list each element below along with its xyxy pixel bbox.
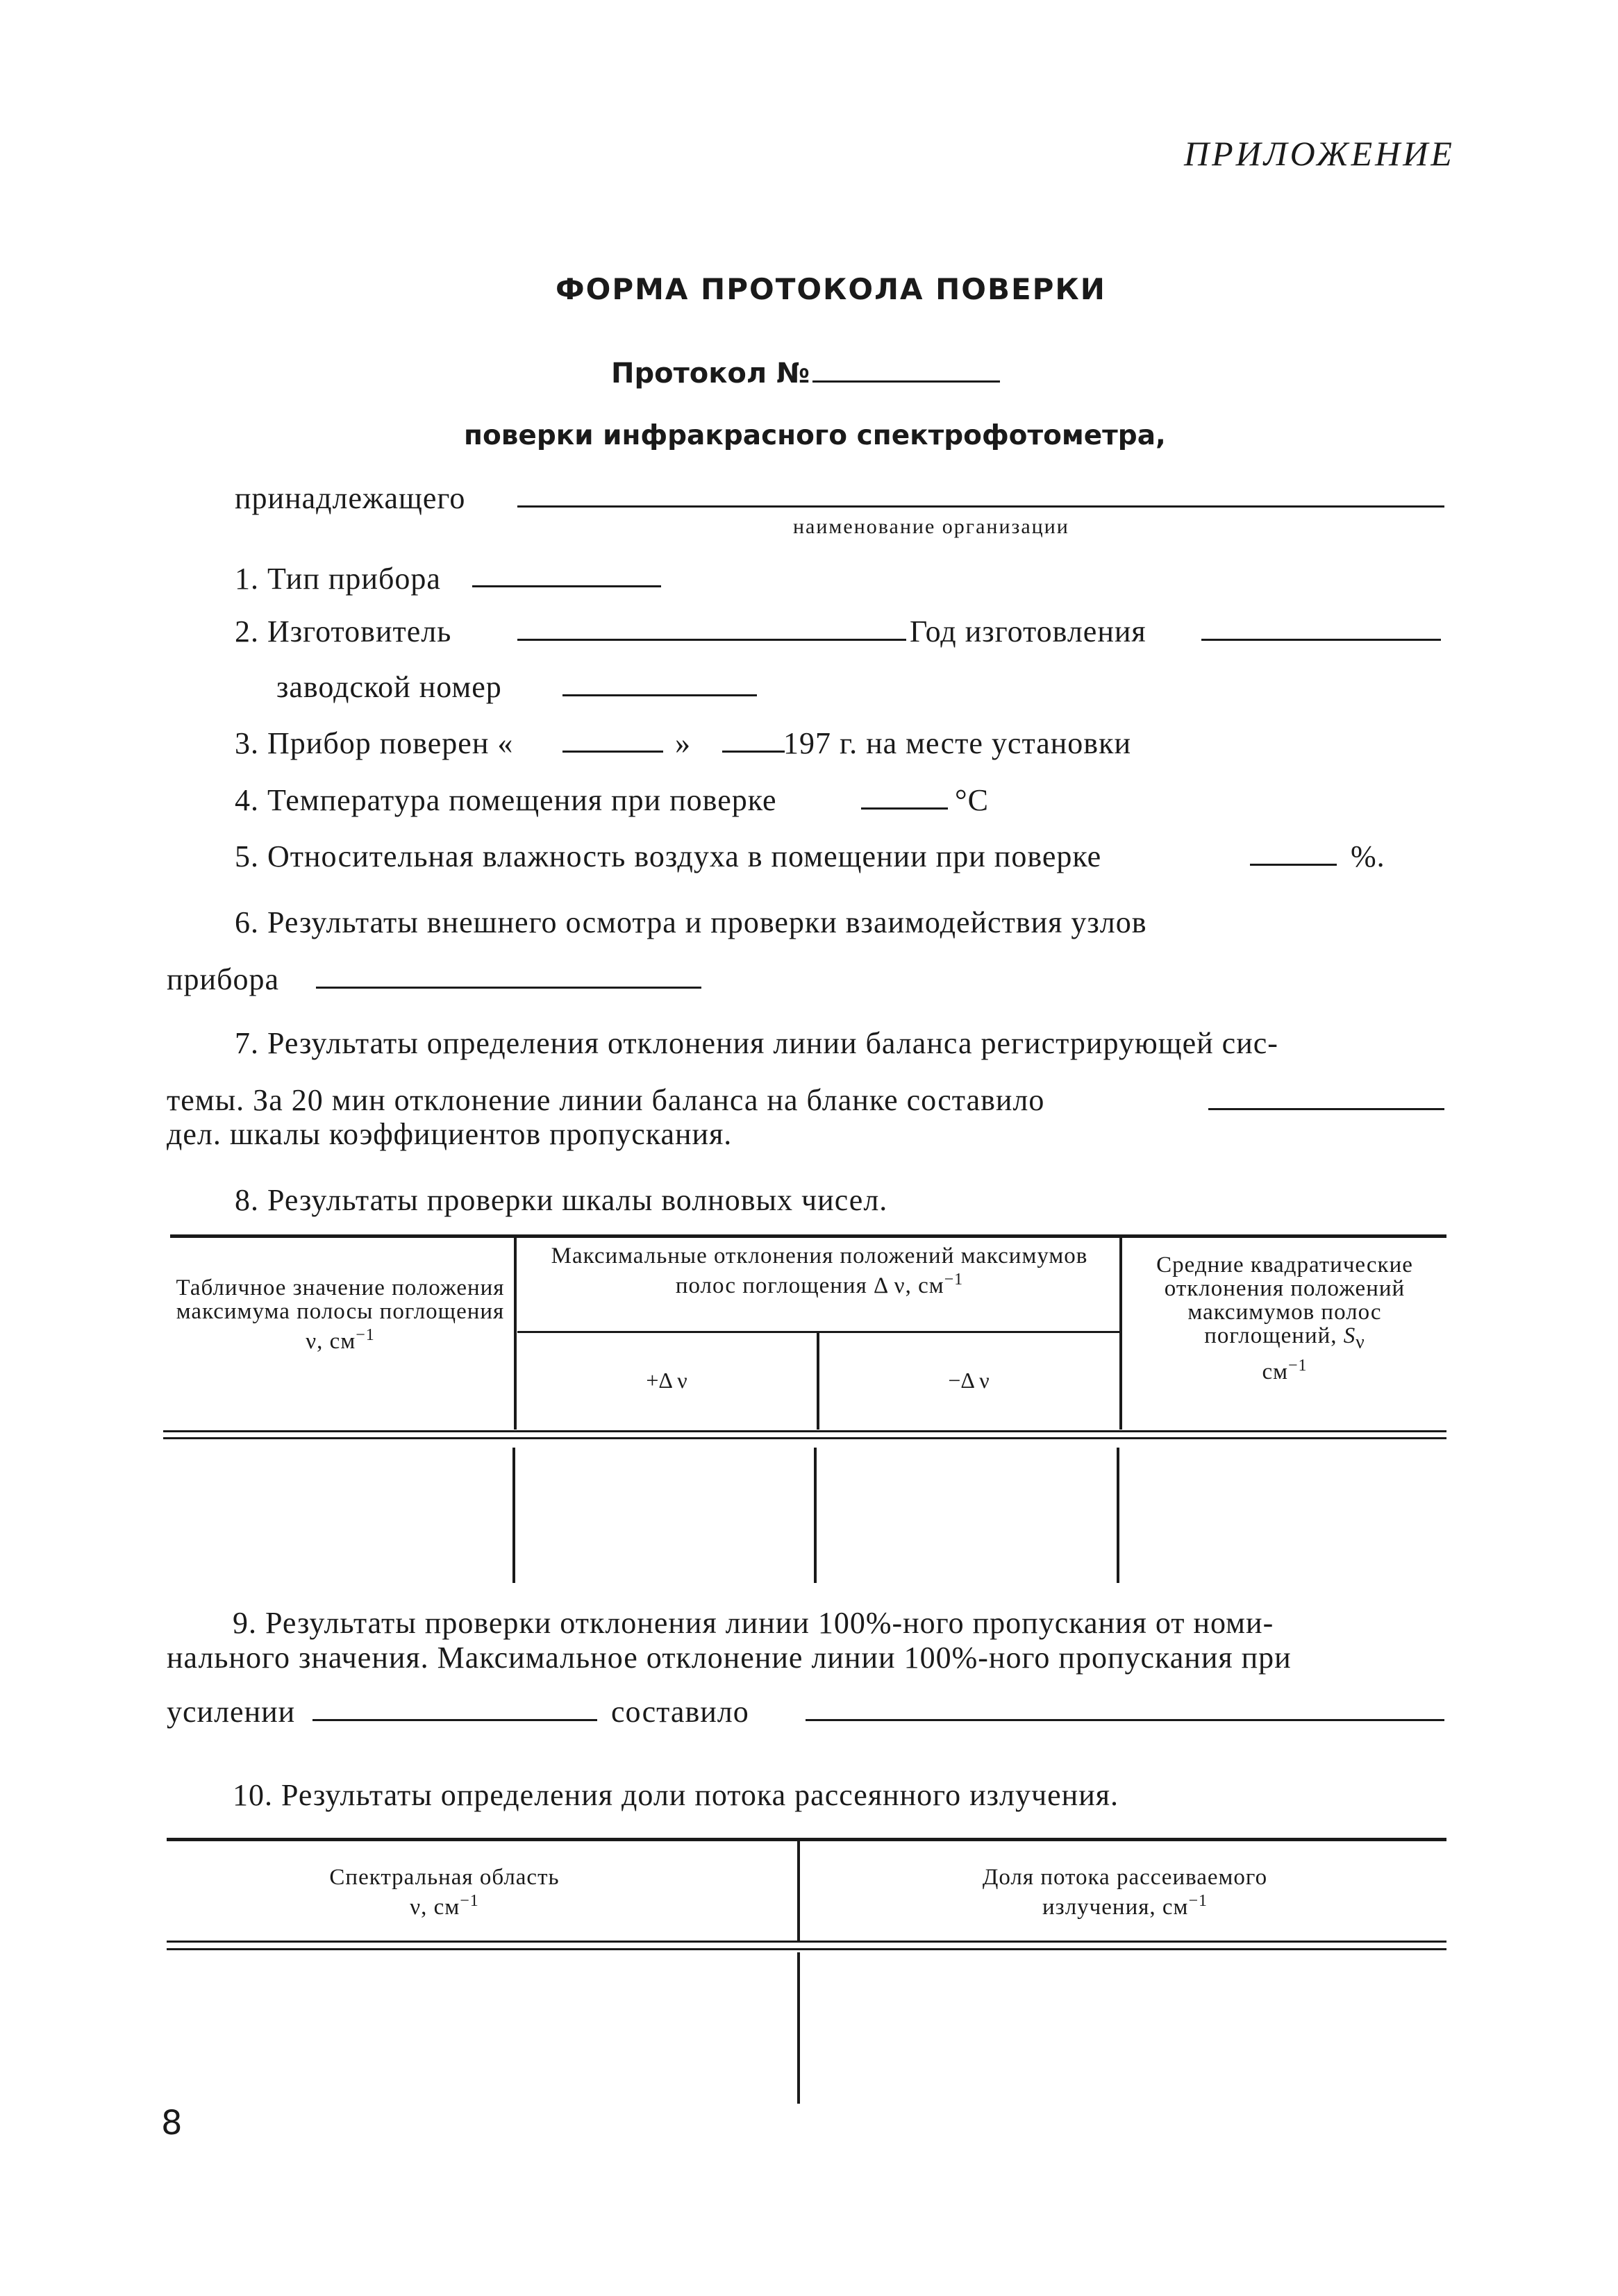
max-deviation-field[interactable] <box>806 1719 1444 1721</box>
protocol-number-field[interactable] <box>812 380 1000 383</box>
item-7-line1: 7. Результаты определения отклонения линии баланса регистрирующей сис- <box>235 1026 1278 1060</box>
humidity-field[interactable] <box>1250 864 1337 866</box>
table1-col1-title: Табличное значение положения максимума полосы поглощения <box>176 1275 505 1324</box>
table1-cell-plus-deviation[interactable] <box>517 1448 812 1583</box>
table2-col2-title: Доля потока рассеиваемого <box>982 1865 1268 1890</box>
table1-body-divider-3 <box>1117 1448 1119 1583</box>
table2-col2-unit: излучения, см <box>1042 1895 1189 1920</box>
table1-header-rule-2 <box>163 1437 1446 1439</box>
item-7-line3: дел. шкалы коэффициентов пропускания. <box>167 1117 733 1151</box>
temperature-unit: °C <box>955 783 989 817</box>
table2-col1-header <box>181 1866 708 1919</box>
humidity-unit: %. <box>1351 839 1385 873</box>
table1-col3-exponent: −1 <box>1287 1356 1308 1375</box>
table1-col3-header <box>1132 1253 1437 1384</box>
owner-label: принадлежащего <box>235 481 466 515</box>
table1-top-border <box>170 1234 1446 1238</box>
table1-col2a-header: +Δ ν <box>646 1368 687 1393</box>
table2-body-divider <box>797 1952 800 2104</box>
item-10-label: 10. Результаты определения доли потока рассеянного излучения. <box>233 1778 1119 1812</box>
amplification-field[interactable] <box>312 1719 597 1721</box>
item-9-line2: нального значения. Максимальное отклонение линии 100%-ного пропускания при <box>167 1641 1292 1675</box>
table1-divider-3 <box>1119 1237 1122 1430</box>
verification-day-field[interactable] <box>562 751 663 753</box>
table1-body-divider-2 <box>814 1448 817 1583</box>
item-2-maker-label: 2. Изготовитель <box>235 614 452 648</box>
item-3-close-quote: » <box>675 726 691 760</box>
table1-cell-wavenumber[interactable] <box>170 1448 510 1583</box>
table1-body-divider-1 <box>512 1448 515 1583</box>
table1-header-rule-1 <box>163 1430 1446 1432</box>
table2-cell-scatter-fraction[interactable] <box>806 1954 1444 2100</box>
table1-col1-exponent: −1 <box>356 1326 375 1344</box>
table1-col1-header <box>174 1276 507 1353</box>
item-4-label: 4. Температура помещения при поверке <box>235 783 777 817</box>
item-6-line2: прибора <box>167 962 280 996</box>
table1-col3-unit: см <box>1262 1359 1288 1384</box>
manufacture-year-field[interactable] <box>1201 639 1441 641</box>
verification-month-field[interactable] <box>722 751 785 753</box>
table1-cell-std-deviation[interactable] <box>1121 1448 1444 1583</box>
table1-col2-title: Максимальные отклонения положений максимумов полос поглощения Δ ν, см <box>551 1243 1088 1298</box>
owner-caption: наименование организации <box>793 515 1069 538</box>
table2-col2-header <box>819 1866 1431 1919</box>
maker-field[interactable] <box>517 639 906 641</box>
table2-col1-unit: ν, см <box>410 1895 460 1920</box>
table2-col1-exponent: −1 <box>460 1892 479 1910</box>
serial-number-field[interactable] <box>562 694 757 696</box>
table1-cell-minus-deviation[interactable] <box>819 1448 1115 1583</box>
owner-field[interactable] <box>517 505 1444 508</box>
table2-cell-spectral-region[interactable] <box>170 1954 792 2100</box>
item-1-label: 1. Тип прибора <box>235 562 441 596</box>
inspection-result-field[interactable] <box>316 987 701 989</box>
item-5-label: 5. Относительная влажность воздуха в помещении при поверке <box>235 839 1102 873</box>
item-3-start: 3. Прибор поверен « <box>235 726 514 760</box>
temperature-field[interactable] <box>861 807 948 810</box>
page-number: 8 <box>161 2104 183 2143</box>
table1-col3-title: Средние квадратические отклонения положений максимумов полос поглощений, <box>1156 1252 1413 1348</box>
table2-header-divider <box>797 1841 800 1941</box>
appendix-label: ПРИЛОЖЕНИЕ <box>1184 134 1455 173</box>
balance-deviation-field[interactable] <box>1208 1108 1444 1110</box>
item-2-serial-label: заводской номер <box>276 670 502 704</box>
item-6-line1: 6. Результаты внешнего осмотра и проверки взаимодействия узлов <box>235 905 1147 939</box>
item-3-year-text: 197 г. на месте установки <box>783 726 1131 760</box>
device-type-field[interactable] <box>472 585 661 587</box>
protocol-subject: поверки инфракрасного спектрофотометра, <box>464 420 1166 451</box>
item-9-line1: 9. Результаты проверки отклонения линии 100%-ного пропускания от номи- <box>233 1606 1274 1640</box>
table2-header-rule-2 <box>167 1948 1446 1950</box>
table2-col2-exponent: −1 <box>1188 1892 1208 1910</box>
table2-header-rule-1 <box>167 1941 1446 1943</box>
table2-top-border <box>167 1838 1446 1841</box>
table1-col2-header <box>542 1244 1097 1298</box>
item-2-year-label: Год изготовления <box>910 614 1146 648</box>
table1-col1-unit: ν, см <box>306 1329 356 1354</box>
table1-divider-1 <box>514 1237 517 1430</box>
table1-col2-exponent: −1 <box>944 1271 964 1289</box>
item-7-line2: темы. За 20 мин отклонение линии баланса на бланке составило <box>167 1083 1045 1117</box>
table1-col3-symbol: S <box>1343 1323 1356 1348</box>
item-9-line3a: усилении <box>167 1695 296 1729</box>
form-title: ФОРМА ПРОТОКОЛА ПОВЕРКИ <box>556 272 1106 306</box>
item-8-label: 8. Результаты проверки шкалы волновых чисел. <box>235 1183 888 1217</box>
table1-col2b-header: −Δ ν <box>948 1368 990 1393</box>
protocol-number-label: Протокол № <box>611 358 810 389</box>
table2-col1-title: Спектральная область <box>329 1865 560 1890</box>
item-9-line3b: составило <box>611 1695 749 1729</box>
table1-col3-subscript: ν <box>1356 1330 1365 1352</box>
